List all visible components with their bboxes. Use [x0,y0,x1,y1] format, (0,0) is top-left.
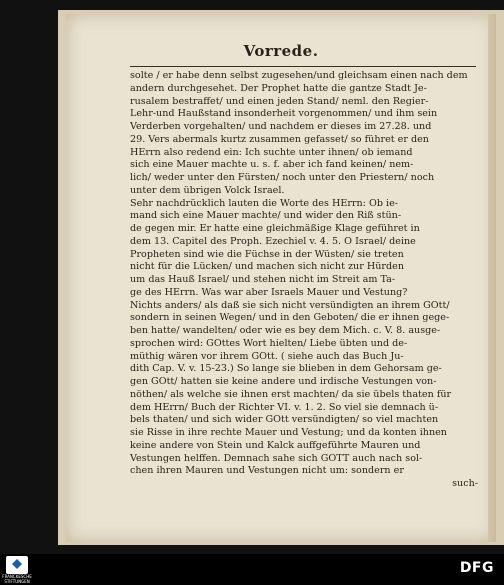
text-line: müthig wären vor ihrem GOtt. ( siehe auch das Buch Ju- [130,350,404,362]
dfg-logo: DFG [459,560,494,576]
text-line: chen ihren Mauren und Vestungen nicht um: sondern er [130,465,404,477]
catchword: such- [452,478,478,489]
footer-logo-text: FRANCKESCHE STIFTUNGEN [2,574,32,584]
text-line: dem 13. Capitel des Proph. Ezechiel v. 4. 5. O Israel/ deine [130,235,416,247]
text-line: lich/ weder unter den Fürsten/ noch unter den Priestern/ noch [130,172,435,183]
text-line: rusalem bestraffet/ und einen jeden Stand/ neml. den Regier- [130,95,429,107]
text-line: Lehr-und Haußstand insonderheit vorgenommen/ und ihm sein [130,108,438,120]
header-rule [130,66,476,67]
page-edge [488,14,496,542]
text-line: dem HErrn/ Buch der Richter VI. v. 1. 2. So viel sie demnach ü- [130,401,439,413]
text-line: dith Cap. V. v. 15-23.) So lange sie blieben in dem Gehorsam ge- [130,363,442,375]
text-line: Verderben vorgehalten/ und nachdem er dieses im 27.28. und [130,121,432,132]
text-line: Propheten sind wie die Füchse in der Wüsten/ sie treten [130,248,404,260]
text-line: sie Risse in ihre rechte Mauer und Vestung; und da konten ihnen [130,427,447,438]
text-line: keine andere von Stein und Kalck auffgeführte Mauren und [130,439,421,451]
text-line: nöthen/ als welche sie ihnen erst machten/ da sie übels thaten für [130,388,452,400]
text-line: HErrn also redend ein: Ich suchte unter ihnen/ ob iemand [130,146,413,158]
francke-logo-icon [6,556,28,574]
book-page [66,14,496,542]
text-line: bels thaten/ und sich wider GOtt versündigten/ so viel machten [130,414,439,426]
text-line: sprochen wird: GOttes Wort hielten/ Liebe übten und de- [130,337,408,349]
text-line: sich eine Mauer machte u. s. f. aber ich fand keinen/ nem- [130,159,414,171]
text-line: andern durchgesehet. Der Prophet hatte die gantze Stadt Je- [130,82,427,94]
text-line: um das Hauß Israel/ und stehen nicht im Streit am Ta- [130,274,396,285]
text-line: Nichts anders/ als daß sie sich nicht versündigten an ihrem GOtt/ [130,299,450,311]
text-line: sondern in seinen Wegen/ und in den Geboten/ die er ihnen gege- [130,312,450,324]
page-header: Vorrede. [243,42,319,60]
text-line: ben hatte/ wandelten/ oder wie es bey dem Mich. c. V. 8. ausge- [130,325,441,336]
text-line: Vestungen helffen. Demnach sahe sich GOTT auch nach sol- [130,452,423,464]
text-line: Sehr nachdrücklich lauten die Worte des HErrn: Ob ie- [130,197,399,209]
text-line: nicht für die Lücken/ und machen sich nicht zur Hürden [130,261,404,273]
text-line: solte / er habe denn selbst zugesehen/und gleichsam einen nach dem [130,70,468,81]
footer-bar [0,554,504,585]
text-line: de gegen mir. Er hatte eine gleichmäßige Klage geführet in [130,223,420,234]
text-line: mand sich eine Mauer machte/ und wider den Riß stün- [130,210,402,222]
body-text [130,70,482,491]
text-line: ge des HErrn. Was war aber Israels Mauer und Vestung? [130,286,408,298]
text-line: 29. Vers abermals kurtz zusammen gefasset/ so führet er den [130,133,429,145]
text-line: gen GOtt/ hatten sie keine andere und irdische Vestungen von- [130,376,437,387]
text-line: unter dem übrigen Volck Israel. [130,184,285,196]
